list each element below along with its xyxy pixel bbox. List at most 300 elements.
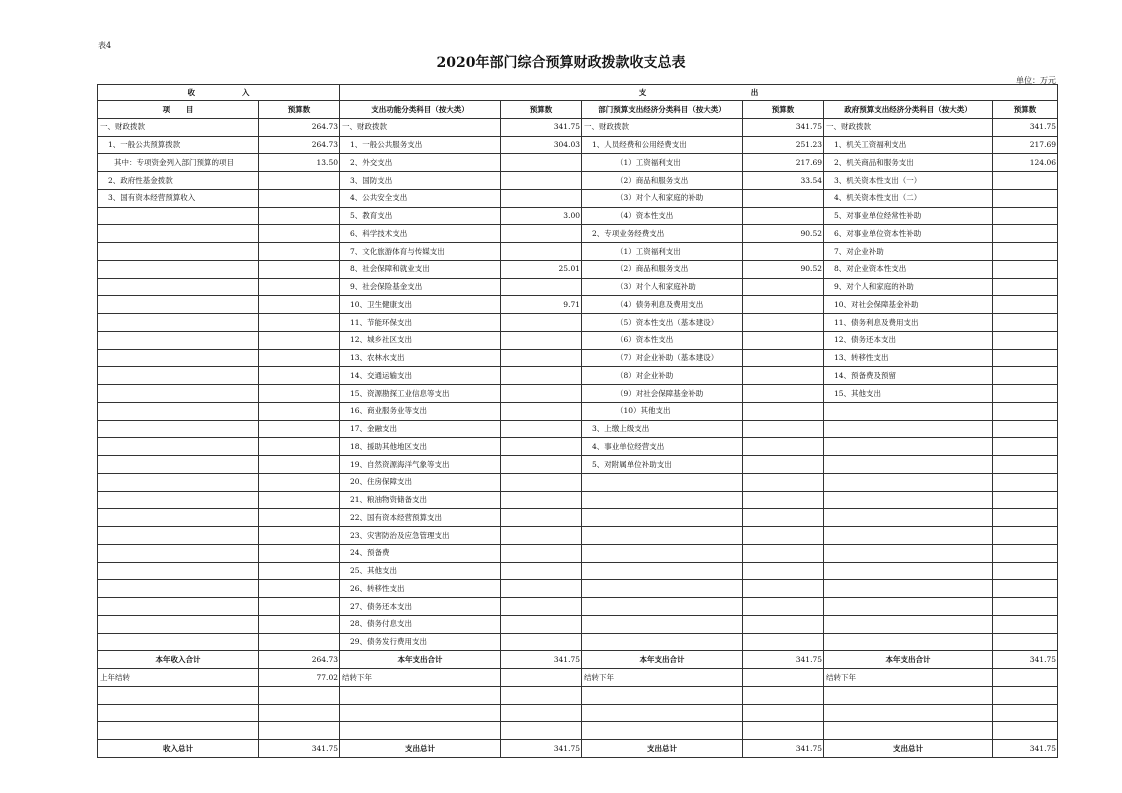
func-value — [501, 615, 582, 633]
income-value — [259, 385, 340, 403]
table-row — [98, 243, 1058, 261]
table-row — [98, 562, 1058, 580]
gov-item — [824, 473, 993, 491]
income-value — [259, 580, 340, 598]
income-value — [259, 456, 340, 474]
income-item — [98, 278, 259, 296]
func-col-header: 支出功能分类科目（按大类） — [340, 101, 501, 119]
gov-value — [993, 580, 1058, 598]
func-item: 21、粮油物资储备支出 — [340, 491, 501, 509]
dept-item: （3）对个人和家庭补助 — [582, 278, 743, 296]
income-item — [98, 314, 259, 332]
income-item — [98, 260, 259, 278]
func-value — [501, 349, 582, 367]
income-item — [98, 296, 259, 314]
func-value: 3.00 — [501, 207, 582, 225]
income-value — [259, 491, 340, 509]
dept-value: 251.23 — [743, 136, 824, 154]
func-value — [501, 633, 582, 651]
func-item: 18、援助其他地区支出 — [340, 438, 501, 456]
func-item: 5、教育支出 — [340, 207, 501, 225]
func-item: 4、公共安全支出 — [340, 189, 501, 207]
gov-value — [993, 349, 1058, 367]
gov-item: 1、机关工资福利支出 — [824, 136, 993, 154]
func-item: 12、城乡社区支出 — [340, 331, 501, 349]
dept-value — [743, 491, 824, 509]
gov-value — [993, 225, 1058, 243]
income-item — [98, 367, 259, 385]
dept-item — [582, 509, 743, 527]
dept-item — [582, 527, 743, 545]
func-item: 6、科学技术支出 — [340, 225, 501, 243]
year-income-value: 264.73 — [259, 651, 340, 669]
table-number: 表4 — [98, 41, 112, 50]
table-row — [98, 331, 1058, 349]
func-value — [501, 225, 582, 243]
gov-item — [824, 633, 993, 651]
grand-total-row — [98, 740, 1058, 758]
dept-item: （10）其他支出 — [582, 402, 743, 420]
group-header-row — [98, 85, 1058, 101]
dept-item — [582, 544, 743, 562]
gov-value — [993, 633, 1058, 651]
income-total-label: 收入总计 — [98, 740, 259, 758]
func-item: 7、文化旅游体育与传媒支出 — [340, 243, 501, 261]
gov-value: 124.06 — [993, 154, 1058, 172]
func-item: 1、一般公共服务支出 — [340, 136, 501, 154]
func-item: 11、节能环保支出 — [340, 314, 501, 332]
income-item — [98, 562, 259, 580]
gov-item — [824, 598, 993, 616]
table-row — [98, 118, 1058, 136]
dept-item: （2）商品和服务支出 — [582, 172, 743, 190]
budget-table — [97, 84, 1058, 758]
dept-item: （7）对企业补助（基本建设） — [582, 349, 743, 367]
gov-value — [993, 367, 1058, 385]
func-value — [501, 367, 582, 385]
func-value — [501, 331, 582, 349]
gov-item: 9、对个人和家庭的补助 — [824, 278, 993, 296]
gov-item — [824, 456, 993, 474]
income-value — [259, 314, 340, 332]
income-item — [98, 633, 259, 651]
func-item: 22、国有资本经营预算支出 — [340, 509, 501, 527]
gov-item — [824, 509, 993, 527]
func-value — [501, 438, 582, 456]
income-value — [259, 527, 340, 545]
gov-item: 2、机关商品和服务支出 — [824, 154, 993, 172]
income-value — [259, 225, 340, 243]
year-expense-label: 本年支出合计 — [824, 651, 993, 669]
gov-item: 11、债务利息及费用支出 — [824, 314, 993, 332]
func-value — [501, 314, 582, 332]
table-row — [98, 225, 1058, 243]
gov-item — [824, 438, 993, 456]
income-item — [98, 225, 259, 243]
gov-value — [993, 331, 1058, 349]
gov-value — [993, 562, 1058, 580]
income-value — [259, 420, 340, 438]
income-item — [98, 456, 259, 474]
income-value — [259, 438, 340, 456]
dept-value — [743, 349, 824, 367]
dept-item: 2、专项业务经费支出 — [582, 225, 743, 243]
income-value — [259, 473, 340, 491]
gov-value — [993, 598, 1058, 616]
table-row — [98, 456, 1058, 474]
table-row — [98, 580, 1058, 598]
income-item — [98, 473, 259, 491]
dept-value — [743, 296, 824, 314]
table-row — [98, 367, 1058, 385]
dept-value: 90.52 — [743, 225, 824, 243]
gov-item: 13、转移性支出 — [824, 349, 993, 367]
expense-total-value: 341.75 — [743, 740, 824, 758]
expense-total-label: 支出总计 — [340, 740, 501, 758]
prev-carry-label: 上年结转 — [98, 669, 259, 687]
dept-value — [743, 189, 824, 207]
table-row — [98, 544, 1058, 562]
year-expense-label: 本年支出合计 — [582, 651, 743, 669]
dept-item: （3）对个人和家庭的补助 — [582, 189, 743, 207]
dept-item: 1、人员经费和公用经费支出 — [582, 136, 743, 154]
dept-item: （1）工资福利支出 — [582, 154, 743, 172]
gov-item: 4、机关资本性支出（二） — [824, 189, 993, 207]
income-value — [259, 296, 340, 314]
func-item: 17、金融支出 — [340, 420, 501, 438]
gov-value — [993, 402, 1058, 420]
table-row — [98, 420, 1058, 438]
gov-item — [824, 527, 993, 545]
func-item: 25、其他支出 — [340, 562, 501, 580]
income-value: 264.73 — [259, 118, 340, 136]
dept-value — [743, 438, 824, 456]
income-total-value: 341.75 — [259, 740, 340, 758]
dept-item — [582, 473, 743, 491]
income-item — [98, 509, 259, 527]
func-value — [501, 243, 582, 261]
func-value — [501, 456, 582, 474]
gov-item: 一、财政拨款 — [824, 118, 993, 136]
dept-value — [743, 456, 824, 474]
dept-value: 217.69 — [743, 154, 824, 172]
gov-value — [993, 385, 1058, 403]
dept-value — [743, 207, 824, 225]
year-total-row — [98, 651, 1058, 669]
carryover-row — [98, 669, 1058, 687]
gov-value — [993, 438, 1058, 456]
func-item: 20、住房保障支出 — [340, 473, 501, 491]
gov-value — [993, 473, 1058, 491]
gov-item — [824, 615, 993, 633]
gov-value — [993, 527, 1058, 545]
column-header-row — [98, 101, 1058, 119]
table-row — [98, 598, 1058, 616]
func-item: 13、农林水支出 — [340, 349, 501, 367]
gov-value — [993, 491, 1058, 509]
dept-item: （1）工资福利支出 — [582, 243, 743, 261]
year-expense-label: 本年支出合计 — [340, 651, 501, 669]
gov-item: 7、对企业补助 — [824, 243, 993, 261]
gov-item — [824, 491, 993, 509]
table-row — [98, 615, 1058, 633]
dept-value — [743, 544, 824, 562]
dept-item — [582, 580, 743, 598]
dept-value: 341.75 — [743, 118, 824, 136]
income-value — [259, 331, 340, 349]
dept-value — [743, 580, 824, 598]
dept-value — [743, 509, 824, 527]
income-item — [98, 402, 259, 420]
income-item — [98, 544, 259, 562]
income-value — [259, 207, 340, 225]
gov-item: 8、对企业资本性支出 — [824, 260, 993, 278]
table-row — [98, 207, 1058, 225]
func-item: 29、债务发行费用支出 — [340, 633, 501, 651]
year-expense-value: 341.75 — [993, 651, 1058, 669]
dept-item: 一、财政拨款 — [582, 118, 743, 136]
table-row — [98, 278, 1058, 296]
func-item: 23、灾害防治及应急管理支出 — [340, 527, 501, 545]
income-item — [98, 527, 259, 545]
income-item — [98, 207, 259, 225]
func-value — [501, 402, 582, 420]
dept-item: （5）资本性支出（基本建设） — [582, 314, 743, 332]
gov-item: 15、其他支出 — [824, 385, 993, 403]
gov-value — [993, 243, 1058, 261]
income-value — [259, 172, 340, 190]
income-value — [259, 243, 340, 261]
gov-item: 6、对事业单位资本性补助 — [824, 225, 993, 243]
dept-item: 4、事业单位经营支出 — [582, 438, 743, 456]
table-row — [98, 509, 1058, 527]
dept-item — [582, 633, 743, 651]
dept-value — [743, 385, 824, 403]
next-carry-label: 结转下年 — [340, 669, 501, 687]
gov-item: 14、预备费及预留 — [824, 367, 993, 385]
income-value — [259, 402, 340, 420]
dept-item — [582, 598, 743, 616]
func-item: 15、资源勘探工业信息等支出 — [340, 385, 501, 403]
expense-total-label: 支出总计 — [824, 740, 993, 758]
gov-value — [993, 314, 1058, 332]
table-row — [98, 136, 1058, 154]
income-value — [259, 562, 340, 580]
func-value — [501, 420, 582, 438]
dept-value — [743, 615, 824, 633]
budget-col-header: 预算数 — [501, 101, 582, 119]
dept-value — [743, 633, 824, 651]
dept-value — [743, 402, 824, 420]
table-row — [98, 154, 1058, 172]
dept-item: 3、上缴上级支出 — [582, 420, 743, 438]
blank-row — [98, 704, 1058, 722]
table-row — [98, 189, 1058, 207]
next-carry-label: 结转下年 — [582, 669, 743, 687]
dept-item: 5、对附属单位补助支出 — [582, 456, 743, 474]
func-value — [501, 509, 582, 527]
func-value — [501, 154, 582, 172]
unit-label: 单位：万元 — [1016, 76, 1056, 85]
income-item — [98, 331, 259, 349]
income-item: 2、政府性基金拨款 — [98, 172, 259, 190]
gov-item: 3、机关资本性支出（一） — [824, 172, 993, 190]
income-value — [259, 367, 340, 385]
gov-value — [993, 260, 1058, 278]
budget-col-header: 预算数 — [259, 101, 340, 119]
budget-col-header: 预算数 — [743, 101, 824, 119]
prev-carry-value: 77.02 — [259, 669, 340, 687]
func-item: 27、债务还本支出 — [340, 598, 501, 616]
gov-item: 5、对事业单位经常性补助 — [824, 207, 993, 225]
table-row — [98, 473, 1058, 491]
income-value: 13.50 — [259, 154, 340, 172]
func-value — [501, 491, 582, 509]
page-title: 2020年部门综合预算财政拨款收支总表 — [436, 55, 686, 71]
income-item — [98, 438, 259, 456]
expense-total-value: 341.75 — [993, 740, 1058, 758]
func-item: 2、外交支出 — [340, 154, 501, 172]
func-value: 341.75 — [501, 118, 582, 136]
table-row — [98, 172, 1058, 190]
table-row — [98, 491, 1058, 509]
income-item — [98, 615, 259, 633]
dept-item: （9）对社会保障基金补助 — [582, 385, 743, 403]
income-value: 264.73 — [259, 136, 340, 154]
income-item — [98, 349, 259, 367]
blank-row — [98, 686, 1058, 704]
dept-value — [743, 562, 824, 580]
func-value — [501, 385, 582, 403]
dept-value: 33.54 — [743, 172, 824, 190]
func-item: 3、国防支出 — [340, 172, 501, 190]
dept-value — [743, 527, 824, 545]
dept-item: （4）债务利息及费用支出 — [582, 296, 743, 314]
income-value — [259, 260, 340, 278]
expense-group-header: 支 出 — [340, 85, 1058, 101]
func-value — [501, 562, 582, 580]
income-item: 其中：专项资金列入部门预算的项目 — [98, 154, 259, 172]
gov-item — [824, 580, 993, 598]
year-expense-value: 341.75 — [501, 651, 582, 669]
income-group-header: 收 入 — [98, 85, 340, 101]
gov-value — [993, 615, 1058, 633]
expense-total-value: 341.75 — [501, 740, 582, 758]
income-item — [98, 491, 259, 509]
budget-col-header: 预算数 — [993, 101, 1058, 119]
func-item: 14、交通运输支出 — [340, 367, 501, 385]
func-value — [501, 527, 582, 545]
dept-item: （6）资本性支出 — [582, 331, 743, 349]
expense-total-label: 支出总计 — [582, 740, 743, 758]
dept-value — [743, 598, 824, 616]
table-row — [98, 260, 1058, 278]
dept-value: 90.52 — [743, 260, 824, 278]
func-item: 19、自然资源海洋气象等支出 — [340, 456, 501, 474]
gov-value — [993, 456, 1058, 474]
year-income-label: 本年收入合计 — [98, 651, 259, 669]
func-value: 9.71 — [501, 296, 582, 314]
year-expense-value: 341.75 — [743, 651, 824, 669]
gov-value — [993, 278, 1058, 296]
gov-item — [824, 402, 993, 420]
income-item: 3、国有资本经营预算收入 — [98, 189, 259, 207]
dept-value — [743, 243, 824, 261]
income-item — [98, 243, 259, 261]
income-value — [259, 615, 340, 633]
income-value — [259, 278, 340, 296]
func-item: 24、预备费 — [340, 544, 501, 562]
table-row — [98, 438, 1058, 456]
income-value — [259, 189, 340, 207]
table-row — [98, 296, 1058, 314]
func-value — [501, 598, 582, 616]
dept-item — [582, 562, 743, 580]
gov-value: 217.69 — [993, 136, 1058, 154]
item-col-header: 项 目 — [98, 101, 259, 119]
income-item — [98, 598, 259, 616]
dept-col-header: 部门预算支出经济分类科目（按大类） — [582, 101, 743, 119]
dept-value — [743, 331, 824, 349]
dept-item — [582, 615, 743, 633]
table-row — [98, 402, 1058, 420]
dept-value — [743, 473, 824, 491]
func-item: 一、财政拨款 — [340, 118, 501, 136]
func-value — [501, 544, 582, 562]
income-value — [259, 544, 340, 562]
income-item — [98, 420, 259, 438]
income-item: 1、一般公共预算拨款 — [98, 136, 259, 154]
blank-row — [98, 722, 1058, 740]
table-row — [98, 314, 1058, 332]
income-value — [259, 633, 340, 651]
func-value — [501, 278, 582, 296]
table-row — [98, 633, 1058, 651]
gov-item: 12、债务还本支出 — [824, 331, 993, 349]
gov-col-header: 政府预算支出经济分类科目（按大类） — [824, 101, 993, 119]
income-item — [98, 385, 259, 403]
func-item: 26、转移性支出 — [340, 580, 501, 598]
dept-value — [743, 420, 824, 438]
dept-item — [582, 491, 743, 509]
gov-value — [993, 509, 1058, 527]
func-value: 304.03 — [501, 136, 582, 154]
dept-item: （8）对企业补助 — [582, 367, 743, 385]
func-item: 16、商业服务业等支出 — [340, 402, 501, 420]
next-carry-label: 结转下年 — [824, 669, 993, 687]
table-row — [98, 349, 1058, 367]
func-value — [501, 189, 582, 207]
func-value — [501, 580, 582, 598]
dept-item: （4）资本性支出 — [582, 207, 743, 225]
income-value — [259, 509, 340, 527]
func-item: 9、社会保险基金支出 — [340, 278, 501, 296]
dept-value — [743, 367, 824, 385]
income-value — [259, 598, 340, 616]
table-row — [98, 385, 1058, 403]
dept-item: （2）商品和服务支出 — [582, 260, 743, 278]
gov-item: 10、对社会保障基金补助 — [824, 296, 993, 314]
func-item: 8、社会保障和就业支出 — [340, 260, 501, 278]
gov-value — [993, 296, 1058, 314]
func-value: 25.01 — [501, 260, 582, 278]
func-item: 28、债务付息支出 — [340, 615, 501, 633]
gov-value — [993, 172, 1058, 190]
func-item: 10、卫生健康支出 — [340, 296, 501, 314]
income-value — [259, 349, 340, 367]
dept-value — [743, 278, 824, 296]
func-value — [501, 473, 582, 491]
